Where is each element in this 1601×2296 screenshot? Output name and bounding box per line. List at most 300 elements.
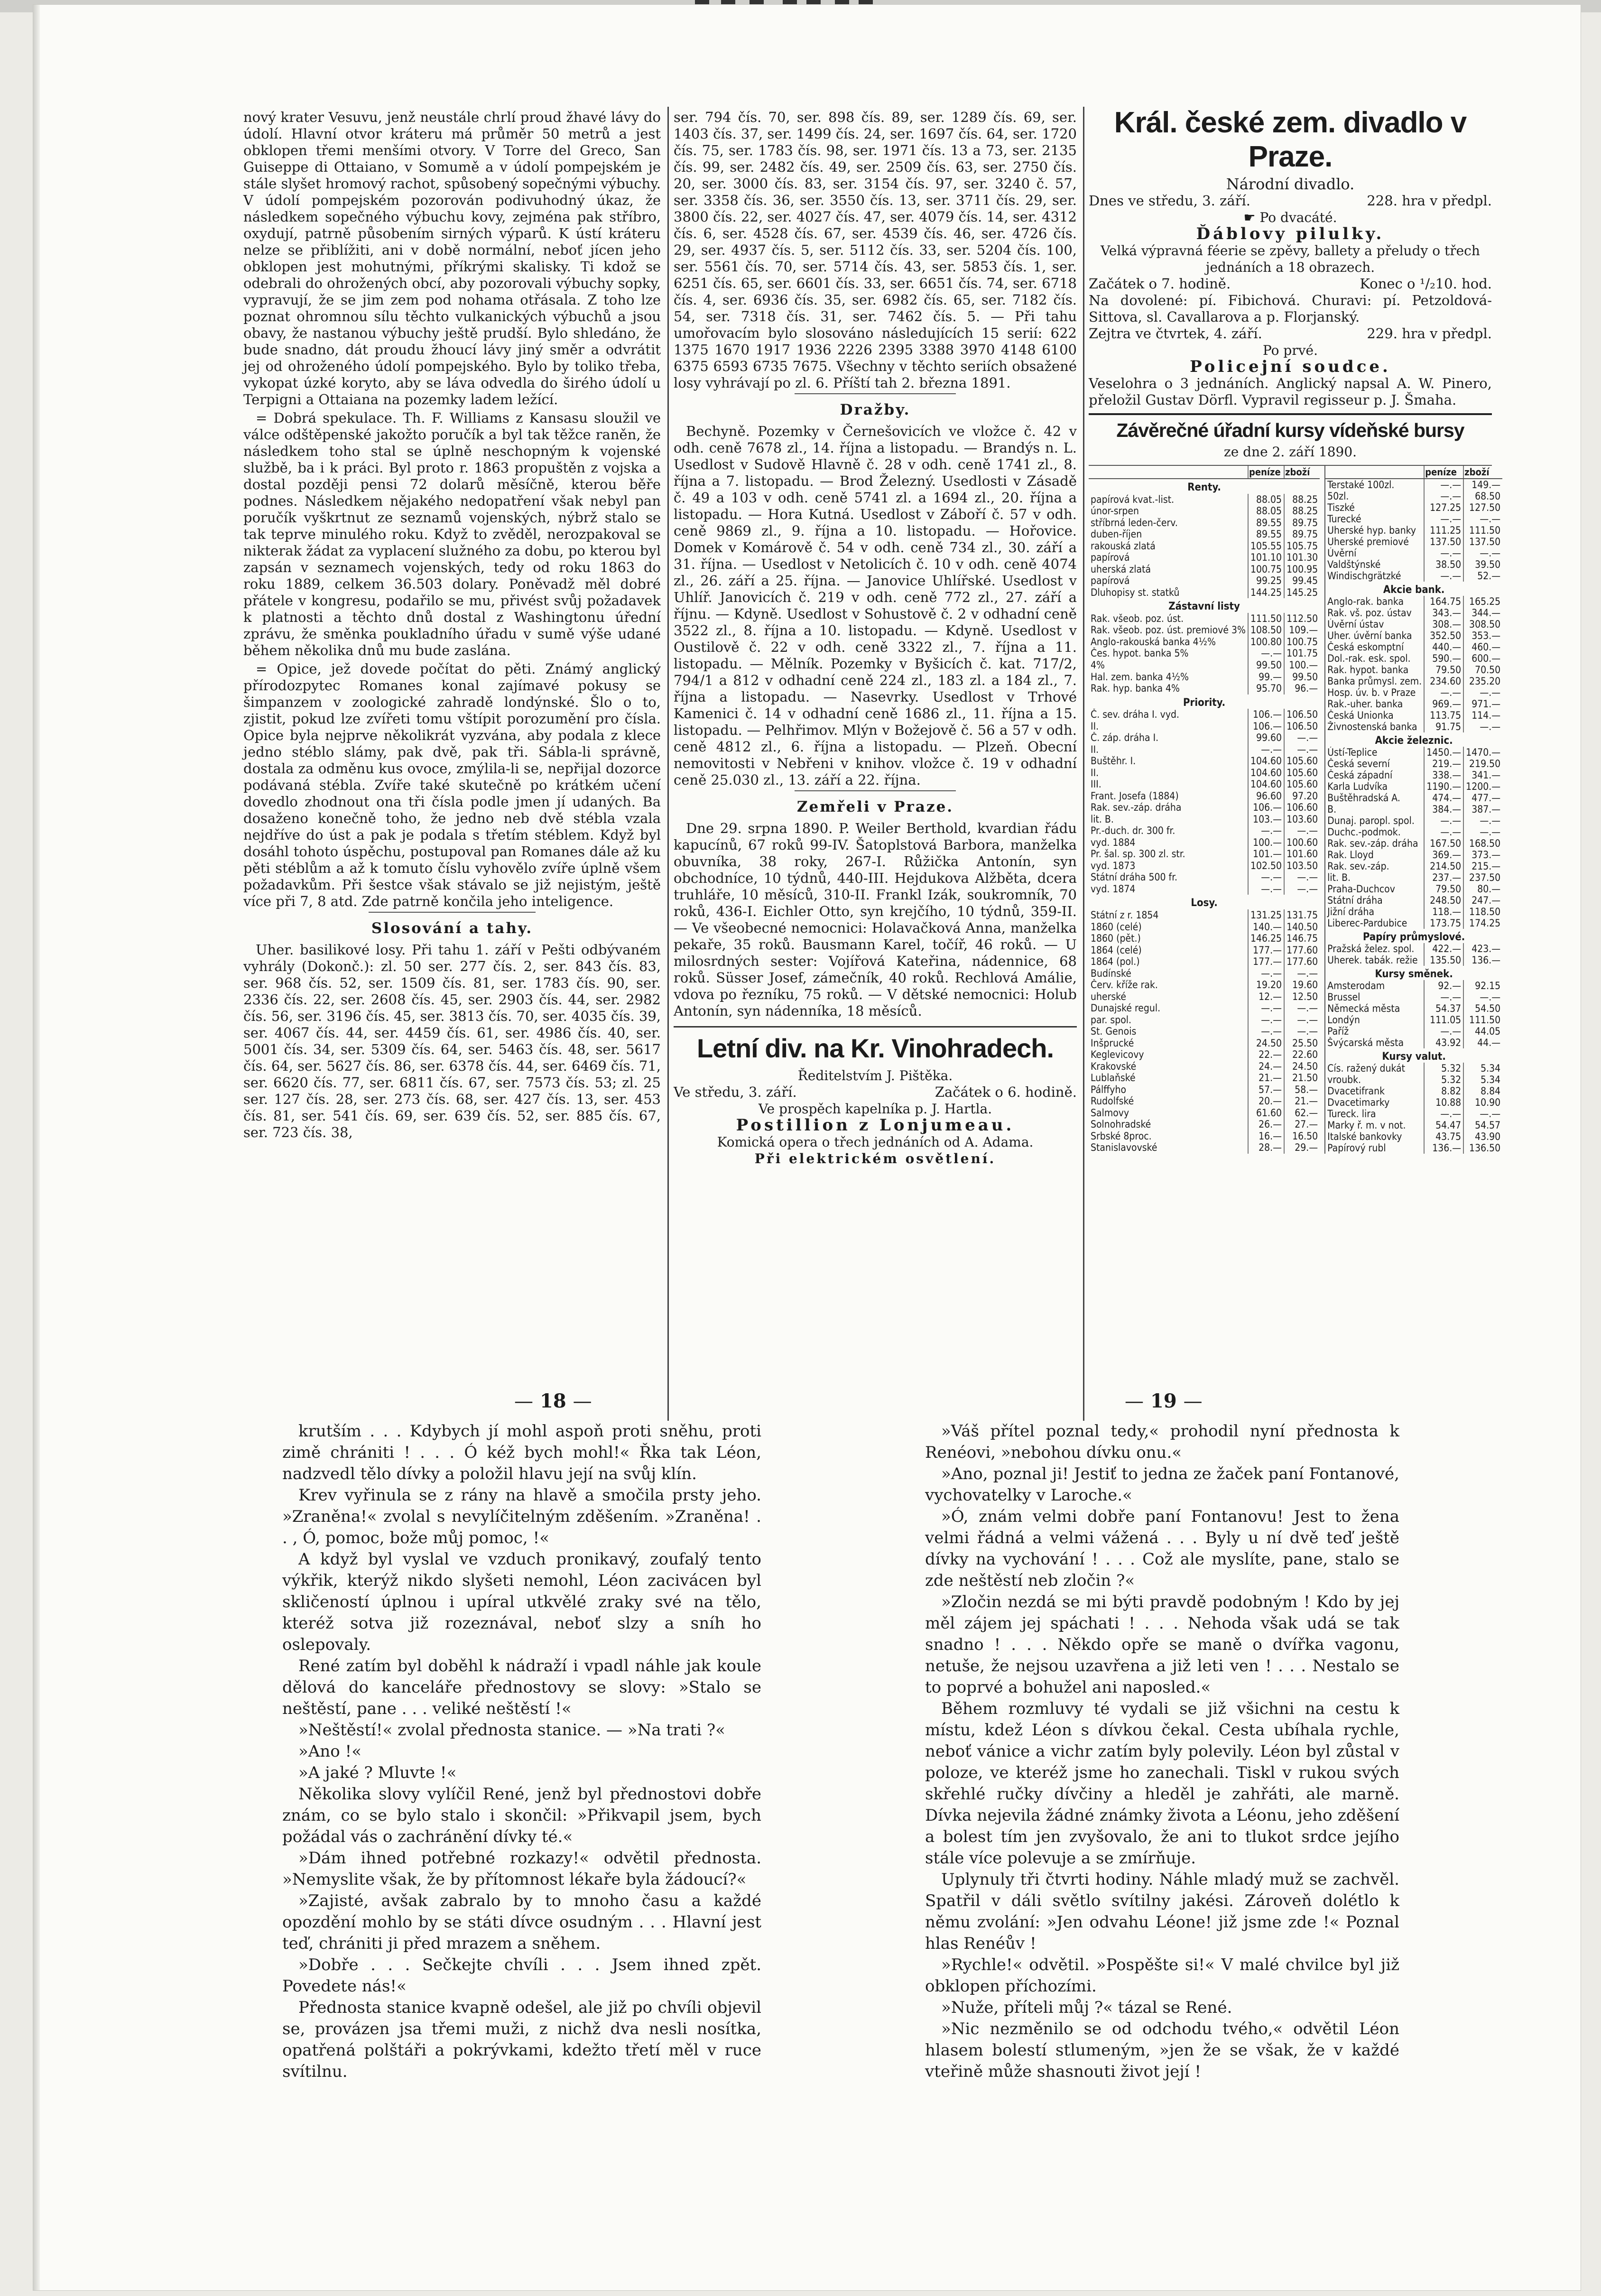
row-penize: 248.50 [1424, 895, 1463, 906]
section-divider [795, 790, 956, 791]
table-row [1325, 1097, 1502, 1108]
row-label: Krakovské [1091, 1060, 1137, 1072]
table-row [1089, 968, 1320, 980]
row-zbozi: —.— [1284, 871, 1320, 883]
column-rule-1 [667, 107, 669, 1421]
table-row [1089, 979, 1320, 991]
article-spekulace: = Dobrá spekulace. Th. F. Williams z Kansasu sloužil ve válce odštěpenské jakožto poručík a byl tak těžce raněn, že následkem toho stal se úplně neschopným k vojenské službě, ba i k práci. Byl proto r. 1863 propuštěn z vojska a dostal později pensi 72 dolarů měsíčně, kterou běře podnes. Následkem nějakého nedopatření však nebyl pan poručík vyškrtnut ze seznamů vojenských, nýbrž stalo se tak teprve minulého roku. Když to zvěděl, nerozpakoval se nikterak žádat za vyplacení služného za dobu, po kterou byl zapsán v seznamech vojenských, tedy od roku 1863 do roku 1889, celkem 36.503 dolary. Poněvadž měl dobré přátele v kongresu, podařilo se mu, přivést svůj požadavek k platnosti a těchto dnů dostal z Washingtonu úřední zprávu, že směnka poukladního úřadu v sumě výše udané během několika dnů mu bude zaslána. [243, 410, 661, 658]
row-label: Rak.-uher. banka [1327, 698, 1403, 710]
row-label: Státní dráha [1327, 895, 1383, 906]
row-zbozi: —.— [1463, 815, 1502, 826]
paragraph: »Zločin nezdá se mi býti pravdě podobným ! Kdo by jej měl zájem jej spáchati ! . . . Nehoda však udá se tak snadno ! . . . Někdo opře se maně o dvířka vagonu, netuše, že nejsou uzavřena a již leti ven ! . . . Nestalo se to poprvé a bohužel ani naposled.« [925, 1592, 1399, 1697]
row-penize: 173.75 [1424, 917, 1463, 929]
row-label: Inšprucké [1091, 1037, 1134, 1049]
col-zbozi: zboží [1284, 466, 1320, 479]
row-penize: —.— [1424, 991, 1463, 1003]
paragraph: »Neštěstí!« zvolal přednosta stanice. — »Na trati ?« [298, 1721, 725, 1740]
table-row [1325, 491, 1502, 502]
row-zbozi: 136.— [1463, 954, 1502, 966]
row-penize: 26.— [1248, 1119, 1284, 1130]
row-zbozi: 237.50 [1463, 872, 1502, 883]
row-penize: 237.— [1424, 872, 1463, 883]
table-row [1325, 861, 1502, 872]
table-row [1325, 547, 1502, 559]
row-label: 4% [1091, 659, 1105, 671]
row-zbozi: 100.60 [1284, 837, 1320, 849]
table-group-header: Zástavní listy [1168, 601, 1240, 613]
row-penize: 92.— [1424, 980, 1463, 991]
bursa-title: Závěrečné úřadní kursy vídeňské bursy [1116, 419, 1464, 441]
table-row [1089, 528, 1320, 540]
row-penize: 338.— [1424, 769, 1463, 781]
bursa-table-right [1324, 466, 1502, 1154]
row-penize: 89.55 [1248, 517, 1284, 529]
table-row [1089, 552, 1320, 564]
row-zbozi: 25.50 [1284, 1037, 1320, 1049]
paragraph: Krev vyřinula se z rány na hlavě a smočila prsty jeho. »Zraněna!« zvolal s nevylíčitelným zděšením. »Zraněna! . . , Ó, pomoc, bože můj pomoc, !« [282, 1486, 761, 1547]
row-label: Turecké [1327, 513, 1361, 525]
row-label: Rak. všeob. poz. úst. premiové 3% [1091, 624, 1246, 636]
table-row [1325, 596, 1502, 607]
row-label: Budínské [1091, 967, 1131, 979]
row-penize: 101.10 [1248, 552, 1284, 564]
column-rule-2 [1083, 107, 1084, 1421]
row-label: Uherek. tabák. režie [1327, 954, 1418, 966]
table-row [1089, 721, 1320, 732]
table-row [1089, 956, 1320, 968]
row-penize: 24.50 [1248, 1037, 1284, 1049]
row-zbozi: 88.25 [1284, 494, 1320, 506]
row-penize: 440.— [1424, 641, 1463, 653]
row-zbozi: 27.— [1284, 1119, 1320, 1130]
table-row [1089, 921, 1320, 933]
paragraph: A když byl vyslal ve vzduch pronikavý, zoufalý tento výkřik, kterýž nikdo slyšeti nemohl, Léon zacivácen byl skličeností úplnou i upíral utkvělé zraky své na tělo, kteréž sotva již rozeznával, neboť slzy a sníh ho oslepovaly. [282, 1550, 761, 1654]
row-penize: —.— [1424, 547, 1463, 559]
row-zbozi: —.— [1284, 1014, 1320, 1026]
row-label: Česká severní [1327, 758, 1390, 769]
row-zbozi: 39.50 [1463, 559, 1502, 570]
article-opice: = Opice, jež dovede počítat do pěti. Známý anglický přírodozpytec Romanes konal zajímavé pokusy se šimpanzem v zoologické zahradě londýnské. Šlo o to, zjistit, pokud lze zvířeti tomu vštípit porozumění pro čísla. Opice byla nejprve několikrát vyzvána, aby podala z klece jedno stéblo slámy, pak dvě, pak tři. Sábla-li správně, dostala za odměnu kus ovoce, zmýlila-li se, nepřijal dozorce podávaná stébla. Zvíře také skutečně po krátkém učení dovedlo zhodnout ona tři čísla podle jmen jí udaných. Ba dosaženo konečně toho, že jedno neb dvě stébla vzala nejdříve do úst a pak je podala s třetím stéblem. Když byl dosáhl tohoto úspěchu, postupoval pan Romanes dále až ku pěti stéblům a až k tomuto číslu vyhovělo zvíře úplně všem požadavkům. Při šestce však stávalo se již nejistým, ještě více při 7, 8 atd. Zde patrně končila jeho inteligence. [243, 661, 661, 909]
row-label: Ústí-Teplice [1327, 747, 1378, 758]
table-row [1089, 837, 1320, 849]
row-penize: 61.60 [1248, 1107, 1284, 1119]
national-theatre-sub: Národní divadlo. [1226, 175, 1355, 193]
row-zbozi: 308.50 [1463, 619, 1502, 630]
row-penize: —.— [1424, 1108, 1463, 1120]
row-zbozi: —.— [1463, 687, 1502, 698]
row-label: Tiszké [1327, 502, 1355, 513]
table-row [1089, 778, 1320, 790]
row-label: Italské bankovky [1327, 1131, 1402, 1142]
row-penize: 177.— [1248, 944, 1284, 956]
table-row [1325, 513, 1502, 525]
table-row [1089, 1002, 1320, 1014]
column-2 [674, 109, 1077, 1167]
table-row [1325, 570, 1502, 582]
row-label: Frant. Josefa (1884) [1091, 790, 1179, 802]
row-label: 1860 (pět.) [1091, 933, 1141, 944]
row-penize: 54.37 [1424, 1003, 1463, 1014]
row-label: Dol.-rak. esk. spol. [1327, 653, 1411, 664]
table-row [1089, 825, 1320, 837]
row-label: Německá města [1327, 1003, 1400, 1014]
table-group-header: Papíry průmyslové. [1362, 931, 1465, 943]
row-label: Švýcarská města [1327, 1037, 1404, 1048]
row-penize: 102.50 [1248, 860, 1284, 872]
row-penize: 127.25 [1424, 502, 1463, 513]
table-group-header: Kursy směnek. [1375, 968, 1453, 980]
row-zbozi: 140.50 [1284, 921, 1320, 933]
row-label: Tureck. lira [1327, 1108, 1376, 1120]
table-row [1325, 906, 1502, 917]
table-row [1325, 895, 1502, 906]
paragraph: René zatím byl doběhl k nádraží i vpadl náhle jak koule dělová do kanceláře přednostovy se slovy: »Stalo se neštěstí, pane . . . veliké neštěstí !« [282, 1657, 761, 1718]
losovani-part1: Uher. basilikové losy. Při tahu 1. září v Pešti odbývaném vyhrály (Dokonč.): zl. 50 ser. 277 čís. 2, ser. 843 čís. 83, ser. 968 čís. 52, ser. 1509 čís. 81, ser. 1783 čís. 90, ser. 2336 čís. 22, ser. 2608 čís. 45, ser. 2903 čís. 44, ser. 2982 čís. 56, ser. 3196 čís. 45, ser. 3813 čís. 70, ser. 4035 čís. 39, ser. 4067 čís. 44, ser. 4459 čís. 61, ser. 4986 čís. 40, ser. 5001 čís. 34, ser. 5309 čís. 64, ser. 5463 čís. 48, ser. 5617 čís. 64, ser. 5627 čís. 86, ser. 6378 čís. 44, ser. 6469 čís. 71, ser. 6620 čís. 77, ser. 6811 čís. 67, ser. 7573 čís. 53; zl. 25 ser. 127 čís. 28, ser. 273 čís. 68, ser. 427 čís. 13, ser. 453 čís. 81, ser. 541 čís. 69, ser. 639 čís. 52, ser. 885 čís. 67, ser. 723 čís. 38, [243, 942, 661, 1140]
play-description: Velká výpravná féerie se zpěvy, ballety a přeludy o třech jednáních a 18 obrazech. [1101, 243, 1480, 275]
row-label: Rak. Lloyd [1327, 849, 1374, 861]
row-label: Čes. hypot. banka 5% [1091, 648, 1189, 659]
row-zbozi: 118.50 [1463, 906, 1502, 917]
end-time: Konec o ¹/₂10. hod. [1360, 276, 1492, 292]
row-zbozi: 600.— [1463, 653, 1502, 664]
row-penize: 99.— [1248, 671, 1284, 683]
section-divider [795, 393, 956, 394]
pointing-hand-icon: ☛ [1243, 210, 1260, 225]
row-penize: 57.— [1248, 1084, 1284, 1096]
row-penize: 135.50 [1424, 954, 1463, 966]
row-zbozi: 341.— [1463, 769, 1502, 781]
row-zbozi: 174.25 [1463, 917, 1502, 929]
play2-description: Veselohra o 3 jednáních. Anglický napsal A. W. Pinero, přeložil Gustav Dörfl. Vypravil regisseur p. J. Šmaha. [1089, 375, 1492, 408]
table-row [1325, 1074, 1502, 1085]
table-row [1089, 744, 1320, 756]
paragraph: Během rozmluvy té vydali se již všichni na cestu k místu, kdež Léon s dívkou čekal. Cesta ubíhala rychle, neboť vánice a vichr zatím byly polevily. Léon byl zůstal v poloze, ve kteréž jsme ho zanechali. Tiskl v rukou svých skřehlé ručky dívčiny a hleděl je zahřáti, ale marně. Dívka nejevila žádné známky života a Léonu, jeho zděšení a bolest tím jen zvyšovalo, že ani to tlukot srdce jejího stále více polevuje a se zmírňuje. [925, 1699, 1399, 1868]
row-penize: 100.80 [1248, 636, 1284, 648]
row-zbozi: 247.— [1463, 895, 1502, 906]
row-penize: 19.20 [1248, 979, 1284, 991]
row-penize: 104.60 [1248, 767, 1284, 779]
row-label: II. [1091, 743, 1099, 755]
row-zbozi: 1470.— [1463, 747, 1502, 758]
ad-divider [674, 1026, 1077, 1028]
table-row [1089, 540, 1320, 552]
row-zbozi: 111.50 [1463, 525, 1502, 536]
row-zbozi: 5.34 [1463, 1074, 1502, 1085]
row-zbozi: 44.— [1463, 1037, 1502, 1048]
row-label: stříbrná leden-červ. [1091, 517, 1178, 528]
table-row [1325, 1063, 1502, 1074]
vinohrady-date: Ve středu, 3. září. [674, 1084, 797, 1100]
lower-left-column [282, 1421, 761, 2083]
row-zbozi: 101.60 [1284, 848, 1320, 860]
vinohrady-date-row [674, 1084, 1077, 1101]
row-label: Pr.-duch. dr. 300 fr. [1091, 825, 1175, 837]
bursa-table-left [1089, 466, 1320, 1154]
table-group-header: Kursy valut. [1382, 1051, 1446, 1063]
table-row [1089, 709, 1320, 721]
paragraph: Několika slovy vylíčil René, jenž byl přednostovi dobře znám, co se bylo stalo i skončil: »Přikvapil jsem, bych požádal vás o zachránění dívky té.« [282, 1785, 761, 1846]
row-label: Živnostenská banka [1327, 721, 1417, 732]
drazby-text: Bechyně. Pozemky v Černešovicích ve vložce č. 42 v odh. ceně 7678 zl., 14. října a listopadu. — Brandýs n. L. Usedlost v Sudově Hlavně č. 28 v odh. ceně 1741 zl., 8. října a 7. listopadu. — Brod Železný. Usedlosti v Zásadě č. 49 a 103 v odh. ceně 5741 zl. a 1694 zl., 20. října a listopadu. — Hora Kutná. Usedlost v Záboří č. 57 v odh. ceně 9869 zl., 9. října a 10. listopadu. — Hořovice. Domek v Komárově č. 54 v odh. ceně 734 zl., 30. září a 31. října. — Usedlost v Netolicích č. 10 v odh. ceně 4074 zl., 26. září a 25. října. — Janovice Uhlířské. Usedlost v Uhlíř. Janovicích č. 219 v odh. ceně 772 zl., 27. září a říjnu. — Kdyně. Usedlost v Sohustově č. 2 v odhadní ceně 3522 zl., 8. října a 10. listopadu. — Kdyně. Usedlost v Oustilově č. 22 v odh. ceně 3322 zl., 7. října a 11. listopadu. — Mělník. Pozemky v Byšicích č. kat. 717/2, 794/1 a 812 v odhadní ceně 224 zl., 183 zl. a 184 zl., 7. října a listopadu. — Nasevrky. Usedlost v Trhové Kamenici č. 14 v odhadní ceně 1686 zl., 11. října a 15. listopadu. — Pelhřimov. Mlýn v Božejově č. 56 a 57 v odh. ceně 4812 zl., 6. října a listopadu. — Plzeň. Obecní nemovitosti v Nebřeni v knihov. vložce č. 19 v odhadní ceně 25.030 zl., 13. září a 22. října. [674, 423, 1077, 788]
row-label: vroubk. [1327, 1074, 1361, 1085]
row-zbozi: 177.60 [1284, 956, 1320, 968]
col-penize: peníze [1248, 466, 1284, 479]
row-penize: 146.25 [1248, 933, 1284, 944]
row-label: Lublaňské [1091, 1072, 1136, 1084]
row-penize: 1190.— [1424, 781, 1463, 792]
row-zbozi: 105.60 [1284, 778, 1320, 790]
table-group-header: Renty. [1187, 481, 1221, 493]
row-penize: 113.75 [1424, 710, 1463, 721]
table-row [1089, 517, 1320, 529]
row-label: Uherské hyp. banky [1327, 525, 1416, 536]
row-zbozi: 219.50 [1463, 758, 1502, 769]
row-label: Rudolfské [1091, 1095, 1134, 1107]
start-row [1089, 276, 1492, 292]
row-penize: 5.32 [1424, 1063, 1463, 1074]
row-zbozi: 99.45 [1284, 575, 1320, 587]
row-label: Keglevicovy [1091, 1049, 1144, 1061]
table-row [1325, 607, 1502, 619]
row-zbozi: 10.90 [1463, 1097, 1502, 1108]
row-penize: 99.25 [1248, 575, 1284, 587]
row-penize: 54.47 [1424, 1120, 1463, 1131]
paragraph: »Rychle!« odvětil. »Pospěšte si!« V malé chvilce byl již obklopen příchozími. [925, 1955, 1399, 1996]
table-row [1089, 636, 1320, 648]
row-penize: 343.— [1424, 607, 1463, 619]
paragraph: Uplynuly tři čtvrti hodiny. Náhle mladý muž se zachvěl. Spatřil v dáli světlo svítilny jakési. Zároveň dolétlo k němu zvolání: »Jen odvahu Léone! již jsme zde !« Poznal hlas Renéův ! [925, 1870, 1399, 1953]
row-zbozi: 145.25 [1284, 587, 1320, 599]
heading-drazby: Dražby. [840, 401, 911, 418]
table-row [1325, 1003, 1502, 1014]
row-penize: 106.— [1248, 709, 1284, 721]
row-label: Česká Unionka [1327, 710, 1394, 721]
table-row [1089, 575, 1320, 587]
row-penize: 384.— [1424, 804, 1463, 815]
row-label: Dvacetifrank [1327, 1085, 1385, 1097]
table-row [1089, 944, 1320, 956]
table-row [1325, 1026, 1502, 1037]
table-row [1089, 671, 1320, 683]
table-row [1325, 1120, 1502, 1131]
paragraph: »Ano !« [298, 1742, 361, 1761]
row-penize: 214.50 [1424, 861, 1463, 872]
heading-losovani: Slosování a tahy. [371, 920, 533, 937]
row-label: Duchc.-podmok. [1327, 826, 1401, 838]
row-zbozi: 52.— [1463, 570, 1502, 582]
table-row [1089, 933, 1320, 944]
table-row [1089, 1084, 1320, 1096]
row-penize: 43.92 [1424, 1037, 1463, 1048]
row-penize: —.— [1424, 570, 1463, 582]
row-zbozi: 105.60 [1284, 755, 1320, 767]
row-zbozi: 101.30 [1284, 552, 1320, 564]
table-row [1325, 653, 1502, 664]
lower-right-column [925, 1421, 1399, 2083]
row-penize: 111.25 [1424, 525, 1463, 536]
table-row [1089, 659, 1320, 671]
bursa-tables [1089, 465, 1501, 1154]
row-label: Praha-Duchcov [1327, 883, 1395, 895]
table-row [1325, 781, 1502, 792]
vinohrady-director: Ředitelstvím J. Pištěka. [797, 1068, 953, 1083]
row-penize: —.— [1248, 648, 1284, 659]
row-penize: 22.— [1248, 1049, 1284, 1061]
row-label: rakouská zlatá [1091, 540, 1156, 552]
row-zbozi: 114.— [1463, 710, 1502, 721]
row-label: Cís. ražený dukát [1327, 1063, 1406, 1074]
row-zbozi: 477.— [1463, 792, 1502, 804]
newspaper-sheet [33, 5, 1581, 2290]
row-zbozi: 80.— [1463, 883, 1502, 895]
row-label: vyd. 1873 [1091, 860, 1136, 871]
row-label: 1864 (pol.) [1091, 956, 1140, 968]
row-label: Státní z r. 1854 [1091, 909, 1159, 921]
row-zbozi: —.— [1284, 883, 1320, 895]
row-zbozi: 99.50 [1284, 671, 1320, 683]
row-zbozi: —.— [1463, 513, 1502, 525]
table-row [1089, 1026, 1320, 1037]
national-theatre-title: Král. české zem. divadlo v Praze. [1114, 106, 1467, 173]
paragraph: »A jaké ? Mluvte !« [298, 1763, 457, 1782]
vinohrady-ad-title: Letní div. na Kr. Vinohradech. [696, 1033, 1054, 1063]
table-row [1325, 980, 1502, 991]
row-penize: —.— [1248, 1014, 1284, 1026]
row-penize: 99.50 [1248, 659, 1284, 671]
row-penize: —.— [1248, 744, 1284, 756]
row-zbozi: 89.75 [1284, 517, 1320, 529]
table-row [1325, 917, 1502, 929]
table-row [1089, 1037, 1320, 1049]
table-row [1089, 883, 1320, 895]
row-label: Uher. úvěrní banka [1327, 630, 1412, 641]
row-penize: —.— [1248, 871, 1284, 883]
table-row [1089, 683, 1320, 694]
row-zbozi: 5.34 [1463, 1063, 1502, 1074]
row-label: Valdštýnské [1327, 559, 1381, 570]
row-penize: 100.— [1248, 837, 1284, 849]
table-row [1089, 814, 1320, 825]
row-penize: 106.— [1248, 802, 1284, 814]
table-row [1325, 792, 1502, 804]
row-zbozi: 235.20 [1463, 676, 1502, 687]
row-zbozi: 92.15 [1463, 980, 1502, 991]
row-zbozi: —.— [1463, 991, 1502, 1003]
row-penize: 101.— [1248, 848, 1284, 860]
row-zbozi: 68.50 [1463, 491, 1502, 502]
row-label: Pražská želez. spol. [1327, 943, 1415, 954]
table-row [1325, 710, 1502, 721]
table-row [1089, 587, 1320, 599]
row-zbozi: 131.75 [1284, 909, 1320, 921]
table-row [1325, 664, 1502, 676]
row-penize: 10.88 [1424, 1097, 1463, 1108]
row-label: Státní dráha 500 fr. [1091, 871, 1178, 883]
table-row [1089, 1142, 1320, 1154]
row-zbozi: 16.50 [1284, 1130, 1320, 1142]
table-group-header: Akcie železnic. [1375, 735, 1453, 747]
row-zbozi: 21.50 [1284, 1072, 1320, 1084]
row-label: Hal. zem. banka 4½% [1091, 671, 1189, 683]
row-zbozi: 137.50 [1463, 536, 1502, 547]
row-zbozi: —.— [1463, 1108, 1502, 1120]
row-label: Srbské 8proc. [1091, 1130, 1152, 1142]
row-label: Marky ř. m. v not. [1327, 1120, 1406, 1131]
table-row [1089, 848, 1320, 860]
bursa-date: ze dne 2. září 1890. [1223, 444, 1357, 460]
row-penize: 16.— [1248, 1130, 1284, 1142]
row-zbozi: —.— [1284, 825, 1320, 837]
table-row [1325, 502, 1502, 513]
row-label: Úvěrní ústav [1327, 619, 1384, 630]
row-penize: 1450.— [1424, 747, 1463, 758]
row-zbozi: 165.25 [1463, 596, 1502, 607]
col-zbozi: zboží [1463, 466, 1502, 479]
row-penize: 99.60 [1248, 732, 1284, 744]
row-zbozi: 100.75 [1284, 636, 1320, 648]
table-row [1089, 802, 1320, 814]
table-row [1089, 494, 1320, 506]
row-label: papírová [1091, 552, 1130, 564]
row-label: Dunajské regul. [1091, 1002, 1161, 1014]
row-label: Londýn [1327, 1014, 1360, 1026]
row-zbozi: —.— [1284, 744, 1320, 756]
row-penize: 369.— [1424, 849, 1463, 861]
row-penize: 118.— [1424, 906, 1463, 917]
table-row [1325, 804, 1502, 815]
table-row [1325, 747, 1502, 758]
row-zbozi: 29.— [1284, 1142, 1320, 1154]
table-row [1089, 648, 1320, 659]
row-penize: —.— [1424, 479, 1463, 491]
row-label: papírová kvat.-list. [1091, 493, 1175, 505]
po-prve: Po prvé. [1262, 343, 1318, 358]
table-row [1089, 991, 1320, 1003]
table-row [1089, 790, 1320, 802]
row-label: 50zl. [1327, 491, 1349, 502]
page-number-left: — 18 — [508, 1390, 599, 1412]
row-penize: 5.32 [1424, 1074, 1463, 1085]
row-zbozi: 136.50 [1463, 1142, 1502, 1154]
row-label: Banka průmysl. zem. [1327, 676, 1422, 687]
row-zbozi: —.— [1284, 1002, 1320, 1014]
leave-notice: Na dovolené: pí. Fibichová. Churavi: pí. Petzoldová-Sittova, sl. Cavallarova a p. Florjanský. [1089, 292, 1492, 325]
table-row [1089, 1014, 1320, 1026]
row-zbozi: 344.— [1463, 607, 1502, 619]
row-zbozi: 112.50 [1284, 613, 1320, 625]
row-zbozi: 1200.— [1463, 781, 1502, 792]
tomorrow-date: Zejtra ve čtvrtek, 4. září. [1089, 325, 1262, 342]
row-penize: 131.25 [1248, 909, 1284, 921]
row-penize: 140.— [1248, 921, 1284, 933]
row-zbozi: 149.— [1463, 479, 1502, 491]
row-penize: —.— [1424, 826, 1463, 838]
row-zbozi: 215.— [1463, 861, 1502, 872]
table-row [1325, 826, 1502, 838]
row-penize: —.— [1248, 1026, 1284, 1037]
table-row [1325, 698, 1502, 710]
today-row [1089, 193, 1492, 209]
row-penize: 96.60 [1248, 790, 1284, 802]
row-penize: 111.05 [1424, 1014, 1463, 1026]
row-zbozi: 97.20 [1284, 790, 1320, 802]
row-penize: 136.— [1424, 1142, 1463, 1154]
row-zbozi: 21.— [1284, 1095, 1320, 1107]
table-row [1325, 943, 1502, 954]
zemreli-text: Dne 29. srpna 1890. P. Weiler Berthold, kvardian řádu kapucínů, 67 roků 99-IV. Šatoplstová Barbora, manželka obuvníka, 38 roky, 267-I. Růžička Antonín, syn obchodníce, 10 týdnů, 440-III. Hejdukova Alžběta, dcera truhláře, 10 měsíců, 310-II. Frankl Izák, soukromník, 70 roků, 436-I. Eichler Otto, syn krejčího, 10 týdnů, 359-II. — Ve všeobecné nemocnici: Holavačková Anna, manželka pekaře, 35 roků. Bausmann Karel, točíř, 46 roků. — U milosrdných sester: Vojířová Kateřina, nádennice, 68 roků. Süsser Josef, zámečník, 40 roků. Rechlová Amálie, vdova po řezníku, 75 roků. — V dětské nemocnici: Holub Antonín, syn nádenníka, 18 měsíců. [674, 820, 1077, 1019]
row-zbozi: 88.25 [1284, 505, 1320, 517]
row-penize: 474.— [1424, 792, 1463, 804]
